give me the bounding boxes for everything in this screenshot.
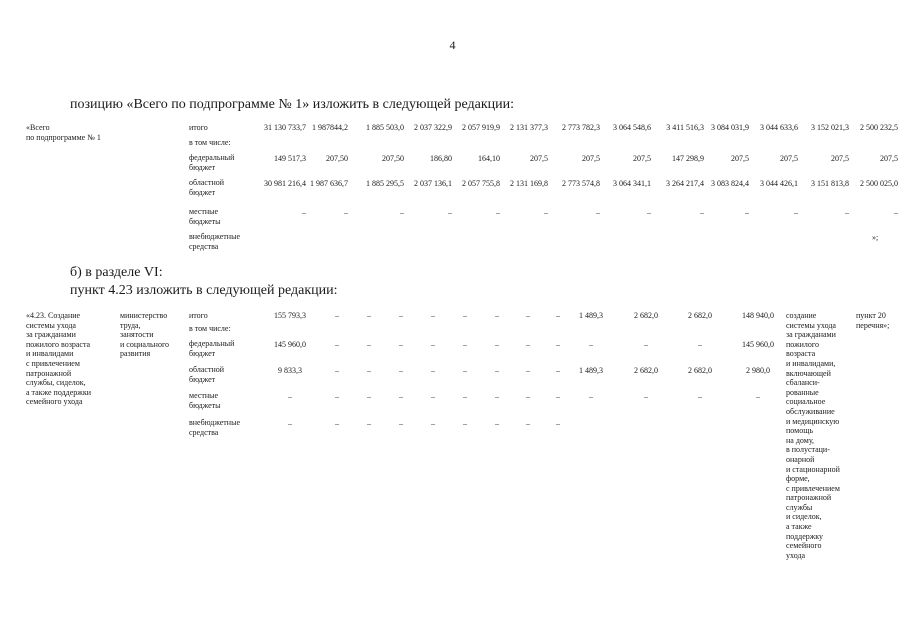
section-b-cell: – (495, 311, 499, 320)
section-b-cell: – (589, 392, 593, 401)
section-b-cell: – (526, 340, 530, 349)
section-a-cell: 1 987 636,7 (310, 179, 348, 188)
section-b-cell: – (756, 392, 760, 401)
section-a-cell: 3 044 426,1 (760, 179, 798, 188)
section-a-cell: 207,5 (582, 154, 600, 163)
section-a-cell: 31 130 733,7 (264, 123, 306, 132)
section-a-cell: – (344, 208, 348, 217)
section-a-label: «Всего по подпрограмме № 1 (26, 123, 101, 142)
section-a-cell: 207,5 (880, 154, 898, 163)
section-b-cell: – (556, 392, 560, 401)
section-a-cell: 1 885 295,5 (366, 179, 404, 188)
section-a-row-label: итого (189, 123, 208, 132)
section-a-cell: 2 500 025,0 (860, 179, 898, 188)
section-b-cell: 2 980,0 (746, 366, 770, 375)
section-a-cell: 186,80 (430, 154, 452, 163)
section-a-cell: 2 037 136,1 (414, 179, 452, 188)
item-4-23-executor: министерство труда, занятости и социального развития (120, 311, 170, 359)
section-a-cell: 147 298,9 (672, 154, 704, 163)
section-a-cell: 3 084 031,9 (711, 123, 749, 132)
section-b-cell: – (644, 340, 648, 349)
section-b-cell: – (335, 419, 339, 428)
section-a-cell: 3 411 516,3 (666, 123, 704, 132)
section-b-cell: 1 489,3 (579, 366, 603, 375)
section-a-cell: – (700, 208, 704, 217)
section-a-cell: 30 981 216,4 (264, 179, 306, 188)
section-b-total: 145 960,0 (274, 340, 306, 349)
section-a-cell: 207,5 (731, 154, 749, 163)
section-a-row-label: федеральный бюджет (189, 153, 235, 172)
section-a-cell: 2 057 919,9 (462, 123, 500, 132)
section-b-cell: – (367, 340, 371, 349)
item-4-23-label: «4.23. Создание системы ухода за гражданами пожилого возраста и инвалидами с привлечением патронажной службы, сиделок, а также поддержки семейного ухода (26, 311, 91, 407)
section-b-cell: – (556, 311, 560, 320)
section-b-cell: – (463, 340, 467, 349)
section-b-cell: 2 682,0 (634, 366, 658, 375)
section-a-row-label: местные бюджеты (189, 207, 221, 226)
section-a-cell: – (845, 208, 849, 217)
section-b-cell: – (463, 366, 467, 375)
section-a-cell: – (647, 208, 651, 217)
section-b-total: 9 833,3 (278, 366, 302, 375)
section-b-cell: – (431, 392, 435, 401)
section-b-cell: – (495, 366, 499, 375)
section-a-cell: 2 500 232,5 (860, 123, 898, 132)
section-a-cell: 2 057 755,8 (462, 179, 500, 188)
section-a-cell: – (794, 208, 798, 217)
section-b-cell: – (463, 311, 467, 320)
section-b-cell: – (495, 392, 499, 401)
section-a-cell: 2 131 377,3 (510, 123, 548, 132)
section-a-cell: 3 152 021,3 (811, 123, 849, 132)
section-a-heading: позицию «Всего по подпрограмме № 1» изложить в следующей редакции: (70, 97, 515, 112)
section-b-cell: – (495, 340, 499, 349)
section-b-cell: – (463, 419, 467, 428)
page-number: 4 (449, 38, 456, 52)
section-b-cell: – (556, 366, 560, 375)
section-a-cell: – (544, 208, 548, 217)
section-a-cell: 164,10 (478, 154, 500, 163)
section-b-cell: – (399, 366, 403, 375)
section-a-cell: 207,5 (831, 154, 849, 163)
section-a-cell: 3 064 341,1 (613, 179, 651, 188)
section-b-cell: – (335, 311, 339, 320)
section-b-cell: – (431, 311, 435, 320)
section-a-cell: 149 517,3 (274, 154, 306, 163)
section-b-cell: – (431, 340, 435, 349)
section-b-cell: – (431, 419, 435, 428)
section-a-cell: – (745, 208, 749, 217)
section-a-cell: 1 885 503,0 (366, 123, 404, 132)
section-a-cell: 207,50 (326, 154, 348, 163)
item-4-23-result: создание системы ухода за гражданами пожилого возраста и инвалидами, включающей сбаланси- рованные социальное обслуживание и медицинскую помощь на дому, в полустаци- онарной и стационарной форме, с привлечением патронажной службы и сиделок, а также поддержку семейного ухода (786, 311, 840, 560)
section-b-cell: – (495, 419, 499, 428)
section-b-cell: 148 940,0 (742, 311, 774, 320)
section-b-cell: – (367, 419, 371, 428)
section-b-cell: 2 682,0 (634, 311, 658, 320)
section-b-row-label: итого (189, 311, 208, 320)
section-b-cell: – (335, 392, 339, 401)
section-a-cell: 3 151 813,8 (811, 179, 849, 188)
item-4-23-link: пункт 20 перечня»; (856, 311, 890, 330)
section-a-cell: – (496, 208, 500, 217)
section-b-cell: – (399, 340, 403, 349)
section-a-cell: – (302, 208, 306, 217)
section-b-cell: – (367, 311, 371, 320)
section-a-closing: »; (872, 233, 879, 242)
section-b-total: – (288, 419, 292, 428)
section-b-cell: – (463, 392, 467, 401)
section-b-cell: – (367, 366, 371, 375)
section-a-cell: 2 131 169,8 (510, 179, 548, 188)
section-b-row-label: местные бюджеты (189, 391, 221, 410)
section-a-cell: – (448, 208, 452, 217)
section-b-heading-2: пункт 4.23 изложить в следующей редакции: (70, 283, 338, 298)
section-b-total: – (288, 392, 292, 401)
section-a-cell: 2 773 782,3 (562, 123, 600, 132)
section-b-total: 155 793,3 (274, 311, 306, 320)
section-a-cell: – (400, 208, 404, 217)
section-a-cell: 3 064 548,6 (613, 123, 651, 132)
section-b-cell: – (367, 392, 371, 401)
section-a-cell: 3 044 633,6 (760, 123, 798, 132)
section-b-cell: – (644, 392, 648, 401)
section-a-row-label: в том числе: (189, 138, 231, 147)
section-a-cell: 2 037 322,9 (414, 123, 452, 132)
section-a-cell: 207,5 (530, 154, 548, 163)
section-b-cell: – (335, 340, 339, 349)
section-b-cell: – (399, 392, 403, 401)
section-b-cell: – (526, 311, 530, 320)
section-b-row-label: областной бюджет (189, 365, 225, 384)
section-b-cell: – (589, 340, 593, 349)
section-a-cell: 207,5 (633, 154, 651, 163)
section-a-cell: – (894, 208, 898, 217)
section-b-cell: – (526, 419, 530, 428)
section-a-cell: 2 773 574,8 (562, 179, 600, 188)
section-b-cell: – (526, 392, 530, 401)
section-a-row-label: областной бюджет (189, 178, 225, 197)
section-b-cell: 145 960,0 (742, 340, 774, 349)
section-b-cell: 2 682,0 (688, 311, 712, 320)
section-b-cell: – (399, 419, 403, 428)
section-a-cell: 3 264 217,4 (666, 179, 704, 188)
section-b-cell: 1 489,3 (579, 311, 603, 320)
section-b-cell: – (698, 392, 702, 401)
section-a-cell: 207,50 (382, 154, 404, 163)
section-b-cell: 2 682,0 (688, 366, 712, 375)
section-b-cell: – (399, 311, 403, 320)
section-b-cell: – (556, 340, 560, 349)
section-b-row-label: федеральный бюджет (189, 339, 235, 358)
section-a-cell: 1 987844,2 (312, 123, 348, 132)
section-b-cell: – (526, 366, 530, 375)
section-a-cell: 3 083 824,4 (711, 179, 749, 188)
section-a-cell: – (596, 208, 600, 217)
section-a-row-label: внебюджетные средства (189, 232, 240, 251)
section-b-heading-1: б) в разделе VI: (70, 265, 163, 280)
section-b-cell: – (556, 419, 560, 428)
section-b-cell: – (431, 366, 435, 375)
section-b-cell: – (698, 340, 702, 349)
section-b-row-label: в том числе: (189, 324, 231, 333)
section-b-row-label: внебюджетные средства (189, 418, 240, 437)
section-b-cell: – (335, 366, 339, 375)
section-a-cell: 207,5 (780, 154, 798, 163)
